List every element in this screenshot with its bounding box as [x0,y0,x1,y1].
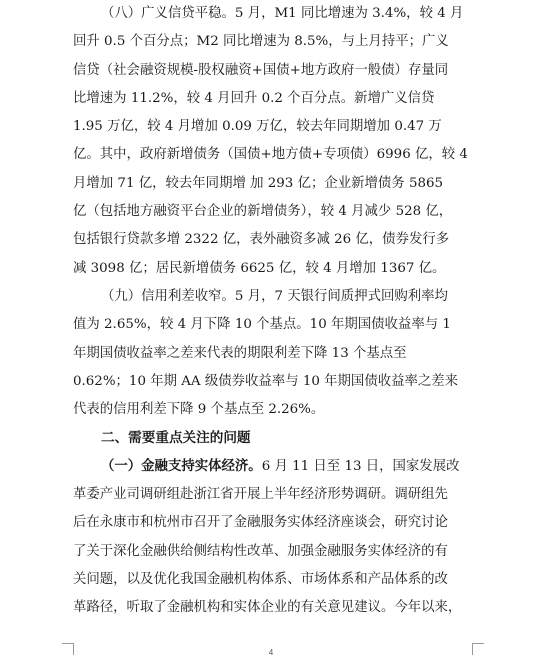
paragraph-8-line-1: （八）广义信贷平稳。5 月，M1 同比增速为 3.4%，较 4 月 [101,6,464,21]
paragraph-lead-rest: 6 月 11 日至 13 日，国家发展改 [261,458,460,474]
paragraph-lead-title: （一）金融支持实体经济。 [101,458,262,474]
paragraph-8-line-4: 比增速为 11.2%，较 4 月回升 0.2 个百分点。新增广义信贷 [73,90,435,106]
paragraph-8-line-9: 包括银行贷款多增 2322 亿，表外融资多减 26 亿，债券发行多 [73,232,450,248]
paragraph-s2-1-line-5: 关问题，以及优化我国金融机构体系、市场体系和产品体系的改 [73,571,448,587]
paragraph-s2-1-line-3: 后在永康市和杭州市召开了金融服务实体经济座谈会，研究讨论 [73,515,448,531]
paragraph-8-line-10: 减 3098 亿；居民新增债务 6625 亿，较 4 月增加 1367 亿。 [73,260,446,276]
paragraph-8-line-3: 信贷（社会融资规模-股权融资+国债+地方政府一般债）存量同 [73,62,449,78]
paragraph-s2-1-line-1 [73,453,473,481]
paragraph-8-line-6: 亿。其中，政府新增债务（国债+地方债+专项债）6996 亿，较 4 [73,147,468,163]
paragraph-9-line-1: （九）信用利差收窄。5 月，7 天银行间质押式回购利率均 [101,288,448,304]
page-body [73,0,473,623]
paragraph-9-line-2: 值为 2.65%，较 4 月下降 10 个基点。10 年期国债收益率与 1 [73,317,451,333]
paragraph-9-line-3: 年期国债收益率之差来代表的期限利差下降 13 个基点至 [73,345,407,361]
paragraph-8-line-8: 亿（包括地方融资平台企业的新增债务），较 4 月减少 528 亿， [73,204,453,220]
section-heading: 二、需要重点关注的问题 [101,430,251,447]
paragraph-s2-1-line-2: 革委产业司调研组赴浙江省开展上半年经济形势调研。调研组先 [73,487,448,503]
paragraph-8-line-2: 回升 0.5 个百分点；M2 同比增速为 8.5%，与上月持平；广义 [73,34,449,50]
paragraph-9-line-5: 代表的信用利差下降 9 个基点至 2.26%。 [73,402,325,418]
paragraph-9-line-4: 0.62%；10 年期 AA 级债券收益率与 10 年期国债收益率之差来 [73,373,459,389]
paragraph-8-line-7: 月增加 71 亿，较去年同期增 加 293 亿；企业新增债务 5865 [73,175,444,191]
paragraph-s2-1-line-6: 革路径，听取了金融机构和实体企业的有关意见建议。今年以来， [73,600,462,616]
page-number: 4 [268,648,274,657]
paragraph-s2-1-line-4: 了关于深化金融供给侧结构性改革、加强金融服务实体经济的有 [73,543,448,559]
paragraph-8-line-5: 1.95 万亿，较 4 月增加 0.09 万亿，较去年同期增加 0.47 万 [73,119,442,135]
